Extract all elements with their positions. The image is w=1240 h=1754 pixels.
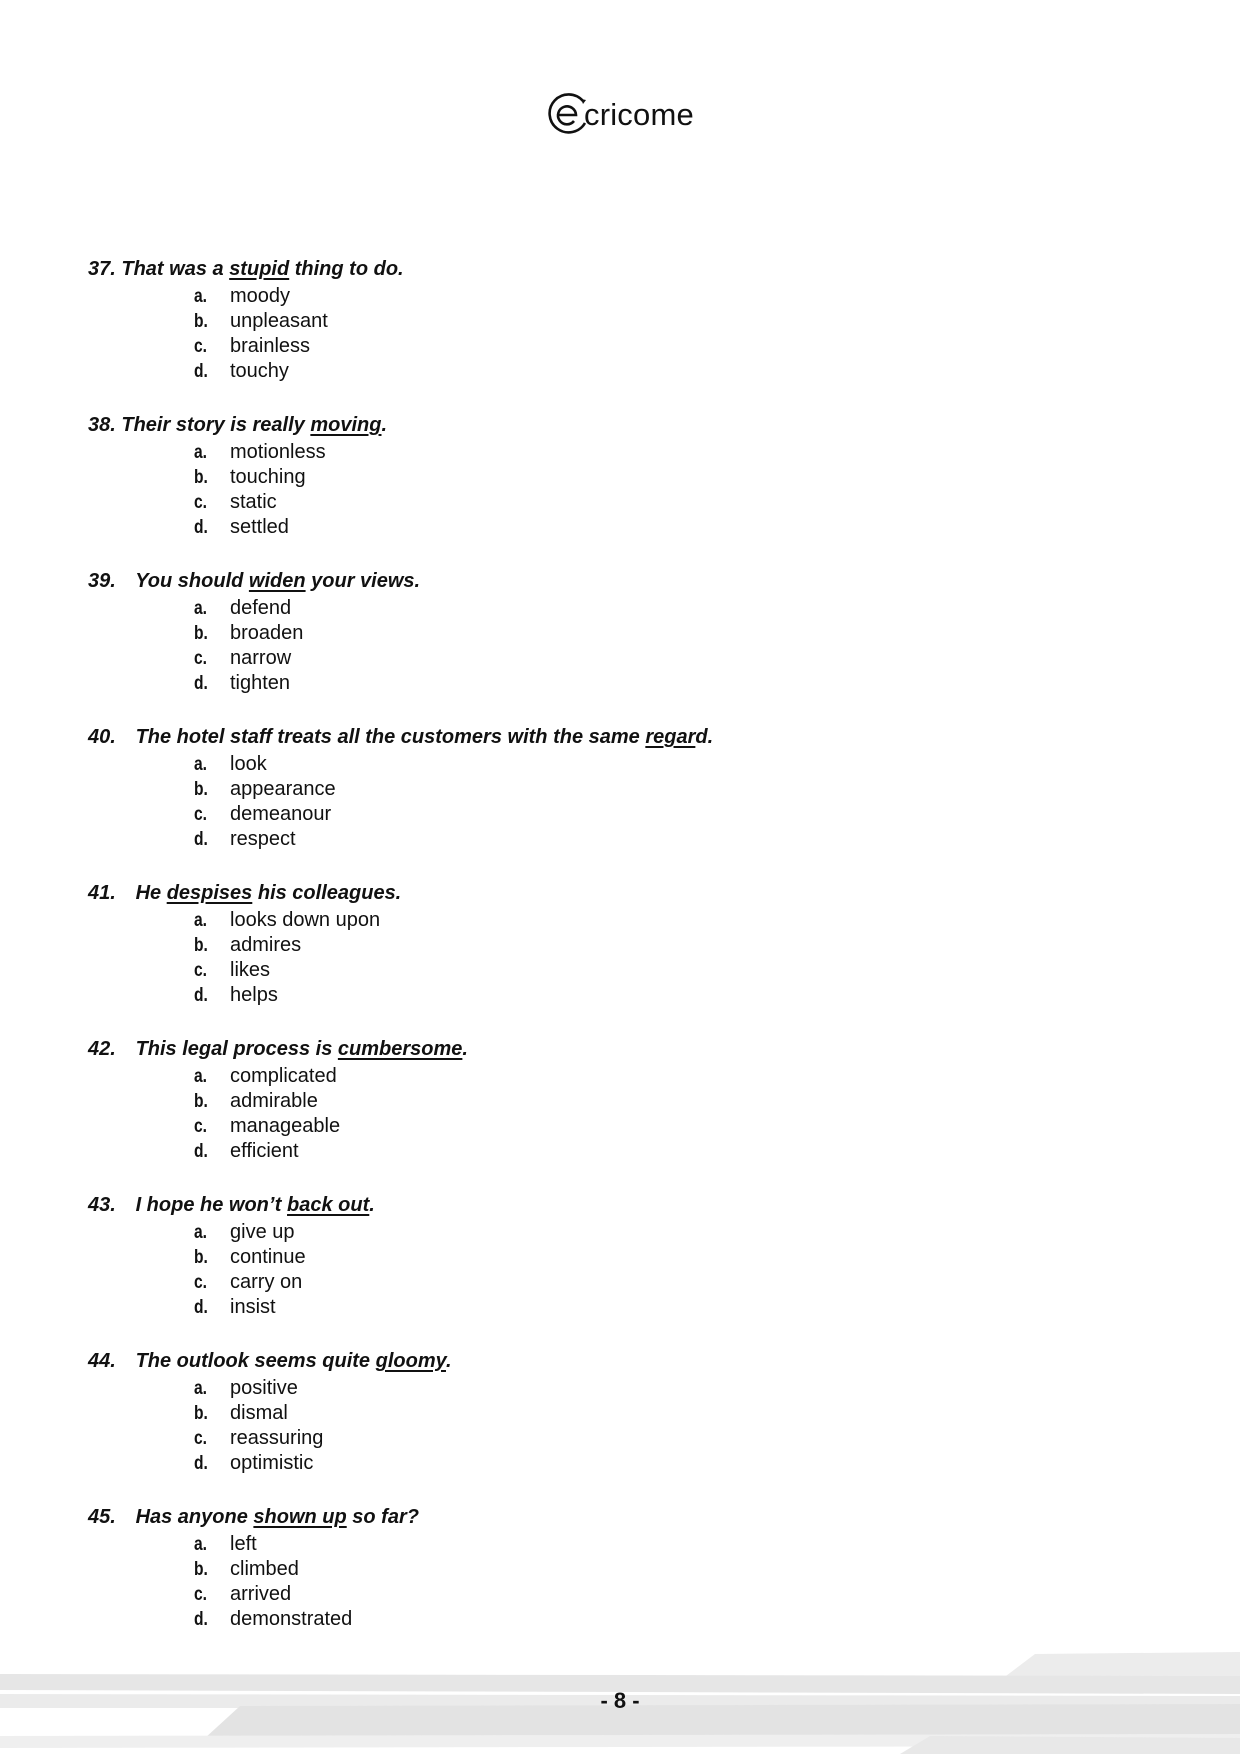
answer-options — [194, 1376, 323, 1476]
option-b — [194, 933, 380, 958]
question-41 — [88, 878, 1138, 1034]
option-text: settled — [230, 516, 289, 538]
option-letter: d. — [194, 361, 208, 382]
option-letter: c. — [194, 1584, 208, 1605]
option-d — [194, 983, 380, 1008]
option-letter: c. — [194, 804, 208, 825]
answer-options — [194, 1532, 352, 1632]
question-number: 38. — [88, 414, 116, 436]
option-letter: c. — [194, 1428, 208, 1449]
stem-text: This legal process is — [135, 1038, 338, 1060]
option-a — [194, 440, 326, 465]
answer-options — [194, 752, 336, 852]
stem-text: You should — [135, 570, 249, 592]
option-b — [194, 1245, 306, 1270]
option-text: insist — [230, 1296, 276, 1318]
stem-text: . — [445, 1350, 452, 1372]
option-letter: c. — [194, 648, 208, 669]
option-letter: a. — [194, 910, 208, 931]
question-39 — [88, 566, 1138, 722]
ecricome-logo — [545, 88, 695, 140]
option-letter: b. — [194, 623, 208, 644]
option-b — [194, 1401, 323, 1426]
question-number: 44. — [88, 1350, 116, 1372]
option-text: brainless — [230, 335, 311, 357]
question-number: 37. — [88, 258, 116, 280]
option-a — [194, 752, 336, 777]
question-number: 40. — [88, 726, 116, 748]
logo-wordmark: cricome — [584, 97, 694, 132]
option-letter: b. — [194, 311, 208, 332]
option-text: look — [230, 753, 267, 775]
question-43 — [88, 1190, 1138, 1346]
option-c — [194, 802, 336, 827]
option-a — [194, 1376, 323, 1401]
question-stem — [88, 1034, 1138, 1064]
question-number: 41. — [88, 882, 116, 904]
underlined-word: back out — [287, 1194, 370, 1216]
option-letter: d. — [194, 1297, 208, 1318]
option-letter: d. — [194, 829, 208, 850]
underlined-word: despises — [166, 882, 253, 904]
stem-text: your views. — [305, 570, 421, 592]
question-42 — [88, 1034, 1138, 1190]
option-letter: a. — [194, 286, 208, 307]
stem-text: d. — [695, 726, 714, 748]
option-text: unpleasant — [230, 310, 328, 332]
stem-text: his colleagues. — [252, 882, 402, 904]
question-44 — [88, 1346, 1138, 1502]
option-letter: b. — [194, 1559, 208, 1580]
option-d — [194, 515, 326, 540]
option-letter: c. — [194, 1272, 208, 1293]
option-c — [194, 1114, 340, 1139]
question-38 — [88, 410, 1138, 566]
option-text: touching — [230, 466, 306, 488]
stem-text: Has anyone — [135, 1506, 254, 1528]
option-a — [194, 1064, 340, 1089]
option-letter: d. — [194, 517, 208, 538]
option-text: tighten — [230, 672, 291, 694]
option-text: reassuring — [230, 1427, 324, 1449]
option-b — [194, 1557, 352, 1582]
option-text: touchy — [230, 360, 289, 382]
option-letter: a. — [194, 1378, 208, 1399]
answer-options — [194, 284, 328, 384]
option-c — [194, 1426, 323, 1451]
option-d — [194, 1139, 340, 1164]
option-text: defend — [230, 597, 292, 619]
stem-text: so far? — [346, 1506, 419, 1528]
option-text: likes — [230, 959, 271, 981]
question-stem — [88, 1346, 1138, 1376]
question-45 — [88, 1502, 1138, 1658]
question-stem — [88, 566, 1138, 596]
underlined-word: regar — [645, 726, 696, 748]
option-text: helps — [230, 984, 278, 1006]
option-letter: c. — [194, 492, 208, 513]
option-text: complicated — [230, 1065, 337, 1087]
stem-text: Their story is really — [121, 414, 311, 436]
question-list — [88, 254, 1138, 1658]
question-stem — [88, 722, 1138, 752]
question-stem — [88, 878, 1138, 908]
option-text: admires — [230, 934, 302, 956]
answer-options — [194, 1064, 340, 1164]
option-letter: d. — [194, 1453, 208, 1474]
option-text: efficient — [230, 1140, 299, 1162]
stem-text: That was a — [121, 258, 230, 280]
question-number: 45. — [88, 1506, 116, 1528]
option-text: carry on — [230, 1271, 303, 1293]
option-text: moody — [230, 285, 291, 307]
underlined-word: widen — [248, 570, 306, 592]
option-c — [194, 1270, 306, 1295]
option-letter: a. — [194, 1222, 208, 1243]
option-letter: b. — [194, 467, 208, 488]
option-text: manageable — [230, 1115, 341, 1137]
option-b — [194, 1089, 340, 1114]
option-d — [194, 359, 328, 384]
option-b — [194, 777, 336, 802]
stem-text: . — [369, 1194, 375, 1216]
option-a — [194, 1532, 352, 1557]
underlined-word: stupid — [229, 258, 290, 280]
stem-text: I hope he won’t — [135, 1194, 288, 1216]
option-text: demonstrated — [230, 1608, 353, 1630]
option-letter: b. — [194, 1247, 208, 1268]
answer-options — [194, 440, 326, 540]
stem-text: . — [462, 1038, 468, 1060]
option-text: static — [230, 491, 277, 513]
option-d — [194, 1295, 306, 1320]
option-letter: c. — [194, 960, 208, 981]
underlined-word: cumbersome — [337, 1038, 463, 1060]
option-letter: a. — [194, 598, 208, 619]
option-c — [194, 958, 380, 983]
question-stem — [88, 410, 1138, 440]
stem-text: He — [135, 882, 167, 904]
question-number: 43. — [88, 1194, 116, 1216]
underlined-word: gloomy — [375, 1350, 446, 1372]
question-stem — [88, 1502, 1138, 1532]
option-text: continue — [230, 1246, 306, 1268]
question-stem — [88, 1190, 1138, 1220]
option-c — [194, 1582, 352, 1607]
option-c — [194, 334, 328, 359]
option-letter: b. — [194, 1091, 208, 1112]
stem-text: . — [381, 414, 388, 436]
option-letter: b. — [194, 1403, 208, 1424]
option-c — [194, 646, 303, 671]
stem-text: The outlook seems quite — [135, 1350, 376, 1372]
option-letter: c. — [194, 1116, 208, 1137]
answer-options — [194, 908, 380, 1008]
stem-text: The hotel staff treats all the customers with the same — [135, 726, 646, 748]
option-a — [194, 596, 303, 621]
question-40 — [88, 722, 1138, 878]
option-text: arrived — [230, 1583, 292, 1605]
option-b — [194, 465, 326, 490]
option-text: positive — [230, 1377, 298, 1399]
option-d — [194, 1451, 323, 1476]
option-d — [194, 671, 303, 696]
option-letter: d. — [194, 985, 208, 1006]
option-letter: c. — [194, 336, 208, 357]
underlined-word: shown up — [253, 1506, 347, 1528]
option-text: left — [230, 1533, 257, 1555]
option-text: give up — [230, 1221, 295, 1243]
option-a — [194, 908, 380, 933]
question-stem — [88, 254, 1138, 284]
option-text: admirable — [230, 1090, 318, 1112]
option-letter: a. — [194, 1534, 208, 1555]
option-c — [194, 490, 326, 515]
option-letter: d. — [194, 673, 208, 694]
question-number: 39. — [88, 570, 116, 592]
option-text: optimistic — [230, 1452, 314, 1474]
option-text: narrow — [230, 647, 292, 669]
answer-options — [194, 596, 303, 696]
option-letter: d. — [194, 1609, 208, 1630]
option-a — [194, 1220, 306, 1245]
option-text: appearance — [230, 778, 336, 800]
underlined-word: moving — [310, 414, 382, 436]
option-letter: a. — [194, 1066, 208, 1087]
option-text: dismal — [230, 1402, 288, 1424]
option-letter: a. — [194, 754, 208, 775]
option-text: motionless — [230, 441, 326, 463]
option-a — [194, 284, 328, 309]
option-b — [194, 309, 328, 334]
answer-options — [194, 1220, 306, 1320]
question-37 — [88, 254, 1138, 410]
page-number: - 8 - — [600, 1688, 640, 1713]
option-letter: b. — [194, 935, 208, 956]
option-d — [194, 1607, 352, 1632]
option-letter: a. — [194, 442, 208, 463]
stem-text: thing to do. — [289, 258, 404, 280]
option-b — [194, 621, 303, 646]
option-text: broaden — [230, 622, 304, 644]
question-number: 42. — [88, 1038, 116, 1060]
option-letter: d. — [194, 1141, 208, 1162]
option-text: respect — [230, 828, 296, 850]
option-text: climbed — [230, 1558, 299, 1580]
option-text: demeanour — [230, 803, 332, 825]
option-text: looks down upon — [230, 909, 381, 931]
option-d — [194, 827, 336, 852]
option-letter: b. — [194, 779, 208, 800]
